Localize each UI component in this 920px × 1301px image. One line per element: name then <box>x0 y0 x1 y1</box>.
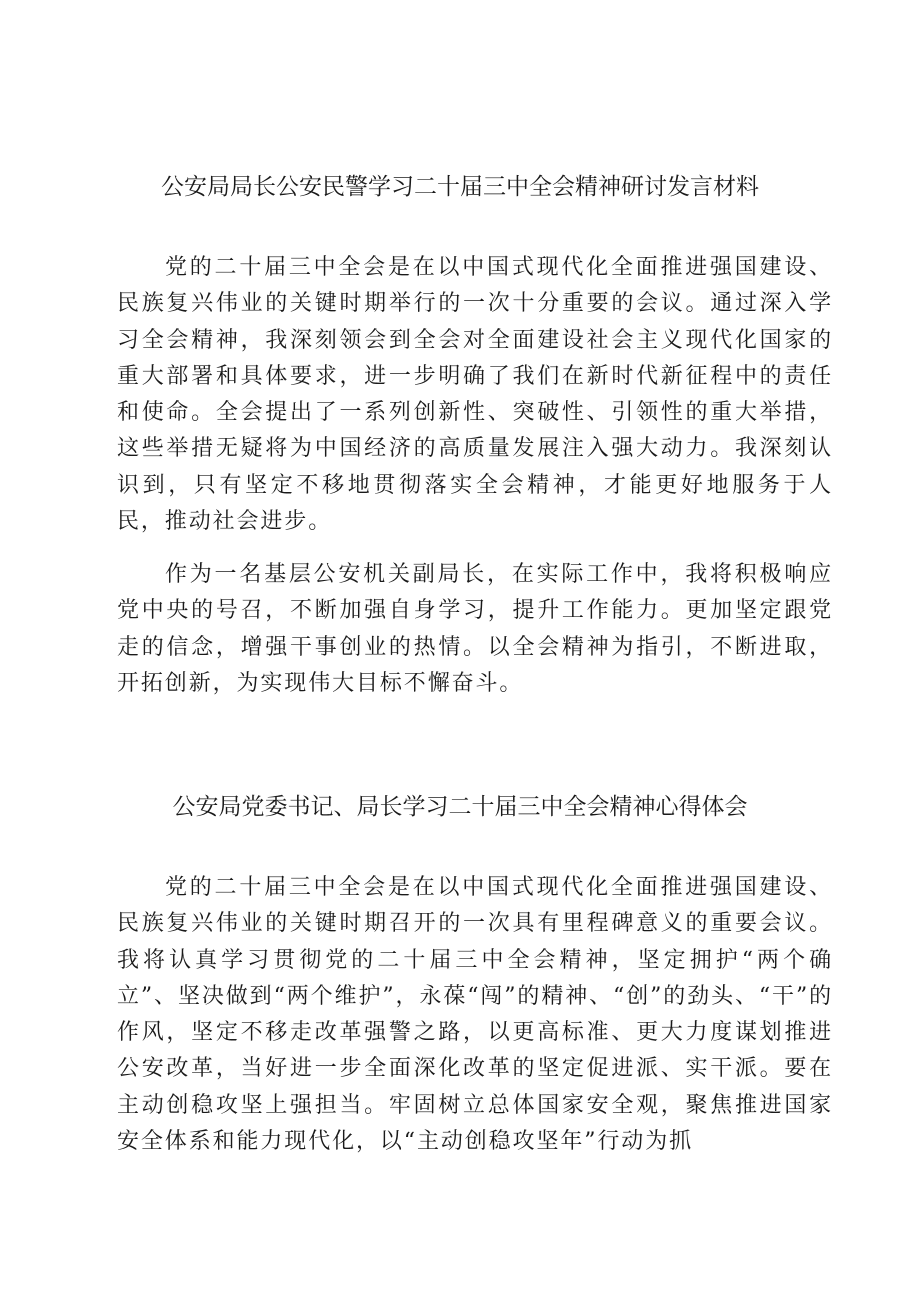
section-2-title: 公安局党委书记、局长学习二十届三中全会精神心得体会 <box>172 794 748 820</box>
section-1-title: 公安局局长公安民警学习二十届三中全会精神研讨发言材料 <box>161 174 759 200</box>
section-1-paragraph-2: 作为一名基层公安机关副局长，在实际工作中，我将积极响应党中央的号召，不断加强自身学习，提升工作能力。更加坚定跟党走的信念，增强干事创业的热情。以全会精神为指引，不断进取，开拓创新，为实现伟大目标不懈奋斗。 <box>117 562 833 696</box>
section-1-paragraph-1: 党的二十届三中全会是在以中国式现代化全面推进强国建设、民族复兴伟业的关键时期举行的一次十分重要的会议。通过深入学习全会精神，我深刻领会到全会对全面建设社会主义现代化国家的重大部署和具体要求，进一步明确了我们在新时代新征程中的责任和使命。全会提出了一系列创新性、突破性、引领性的重大举措，这些举措无疑将为中国经济的高质量发展注入强大动力。我深刻认识到，只有坚定不移地贯彻落实全会精神，才能更好地服务于人民，推动社会进步。 <box>117 255 833 535</box>
section-2-paragraph-1: 党的二十届三中全会是在以中国式现代化全面推进强国建设、民族复兴伟业的关键时期召开的一次具有里程碑意义的重要会议。我将认真学习贯彻党的二十届三中全会精神，坚定拥护“两个确立”、坚决做到“两个维护”，永葆“闯”的精神、“创”的劲头、“干”的作风，坚定不移走改革强警之路，以更高标准、更大力度谋划推进公安改革，当好进一步全面深化改革的坚定促进派、实干派。要在主动创稳攻坚上强担当。牢固树立总体国家安全观，聚焦推进国家安全体系和能力现代化，以“主动创稳攻坚年”行动为抓 <box>117 875 833 1155</box>
